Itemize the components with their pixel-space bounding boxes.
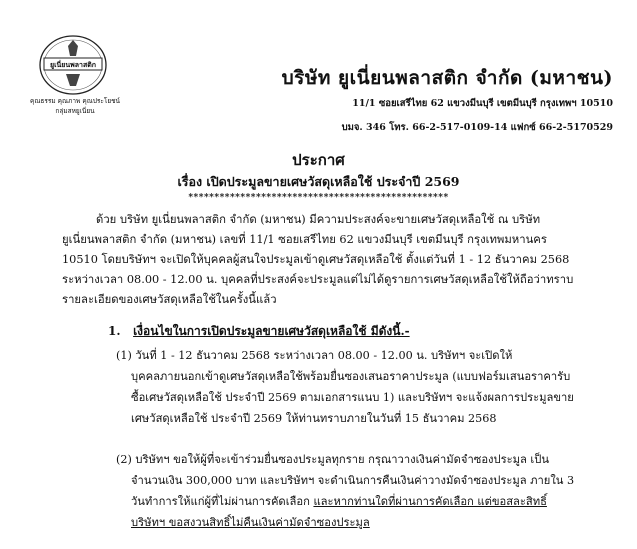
condition-item-1-line: (1) วันที่ 1 - 12 ธันวาคม 2568 ระหว่างเวลา 08.00 - 12.00 น. บริษัทฯ จะเปิดให้ (116, 349, 513, 362)
condition-item-2-text: วันทำการให้แก่ผู้ที่ไม่ผ่านการคัดเลือก (131, 495, 310, 508)
condition-item-2 (116, 449, 612, 533)
condition-item-2-line (116, 491, 612, 512)
condition-item-1-line: เศษวัสดุเหลือใช้ ประจำปี 2569 ให้ท่านทราบภายในวันที่ 15 ธันวาคม 2568 (131, 412, 497, 425)
condition-item-1-line: ซื้อเศษวัสดุเหลือใช้ ประจำปี 2569 ตามเอกสารแนบ 1) และบริษัทฯ จะแจ้งผลการประมูลขาย (131, 391, 574, 404)
company-address: 11/1 ซอยเสรีไทย 62 แขวงมีนบุรี เขตมีนบุรี กรุงเทพฯ 10510 (352, 98, 613, 109)
logo-text: ยูเนี่ยนพลาสติก (49, 60, 97, 69)
condition-item-2-underlined: บริษัทฯ ขอสงวนสิทธิ์ไม่คืนเงินค่ามัดจำซองประมูล (131, 516, 370, 529)
condition-item-1-line: บุคคลภายนอกเข้าดูเศษวัสดุเหลือใช้พร้อมยื่นซองเสนอราคาประมูล (แบบฟอร์มเสนอราคารับ (131, 370, 571, 383)
logo-caption (30, 96, 120, 116)
company-contact: บมจ. 346 โทร. 66-2-517-0109-14 แฟกซ์ 66-2-5170529 (341, 122, 613, 133)
condition-item-2-line: จำนวนเงิน 300,000 บาท และบริษัทฯ จะดำเนินการคืนเงินค่าวางมัดจำซองประมูล ภายใน 3 (131, 474, 575, 487)
intro-line: รายละเอียดของเศษวัสดุเหลือใช้ในครั้งนี้แล้ว (62, 293, 277, 306)
condition-item-2-line: (2) บริษัทฯ ขอให้ผู้ที่จะเข้าร่วมยื่นซองประมูลทุกราย กรุณาวางเงินค่ามัดจำซองประมูล เป็น (116, 453, 549, 466)
condition-item-1 (116, 345, 612, 429)
intro-line: ยูเนี่ยนพลาสติก จำกัด (มหาชน) เลขที่ 11/1 ซอยเสรีไทย 62 แขวงมีนบุรี เขตมีนบุรี กรุงเทพมหานคร (62, 233, 547, 246)
intro-line: ด้วย บริษัท ยูเนี่ยนพลาสติก จำกัด (มหาชน) มีความประสงค์จะขายเศษวัสดุเหลือใช้ ณ บริษัท (96, 213, 541, 226)
intro-paragraph (62, 210, 607, 310)
intro-line: 10510 โดยบริษัทฯ จะเปิดให้บุคคลผู้สนใจประมูลเข้าดูเศษวัสดุเหลือใช้ ตั้งแต่วันที่ 1 - 12 ธันวาคม 2568 (62, 253, 570, 266)
logo-caption-line2: กลุ่มสหยูเนี่ยน (55, 107, 95, 115)
conditions-heading-text: เงื่อนไขในการเปิดประมูลขายเศษวัสดุเหลือใช้ มีดังนี้.- (133, 324, 410, 338)
conditions-heading-number: 1. (108, 324, 121, 338)
company-logo (38, 34, 108, 96)
intro-line: ระหว่างเวลา 08.00 - 12.00 น. บุคคลที่ประสงค์จะประมูลแต่ไม่ได้ดูรายการเศษวัสดุเหลือใช้ให้ถือว่าทราบ (62, 273, 574, 286)
condition-item-2-underlined: และหากท่านใดที่ผ่านการคัดเลือก แต่ขอสละสิทธิ์ (313, 495, 547, 508)
logo-caption-line1: คุณธรรม คุณภาพ คุณประโยชน์ (30, 97, 120, 105)
announcement-subject: เรื่อง เปิดประมูลขายเศษวัสดุเหลือใช้ ประจำปี 2569 (177, 174, 460, 189)
company-name: บริษัท ยูเนี่ยนพลาสติก จำกัด (มหาชน) (281, 67, 613, 89)
condition-item-2-line (116, 512, 612, 533)
separator-line: ************************************************** (188, 193, 449, 203)
announcement-title: ประกาศ (292, 151, 345, 169)
conditions-heading (108, 322, 410, 341)
